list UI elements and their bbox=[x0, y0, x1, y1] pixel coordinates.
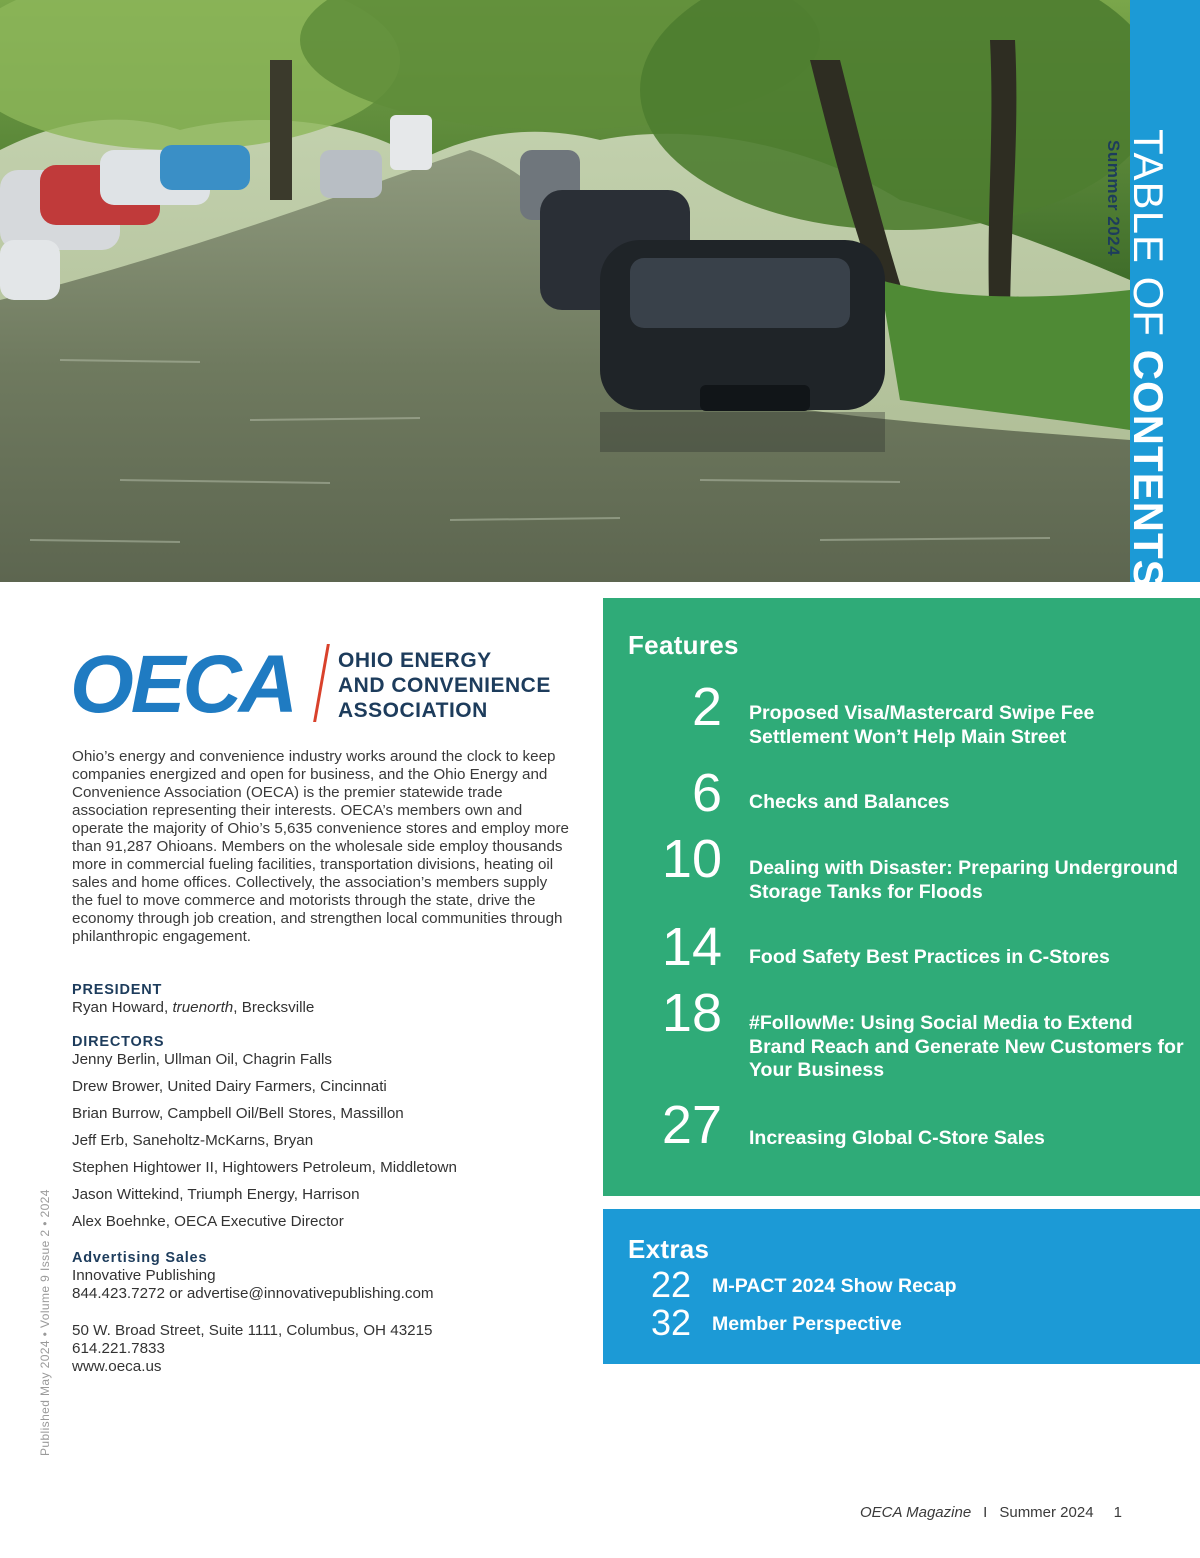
extras-panel bbox=[603, 1209, 1200, 1364]
address-block bbox=[72, 1322, 572, 1376]
feature-title: Food Safety Best Practices in C-Stores bbox=[749, 946, 1110, 968]
street-address: 50 W. Broad Street, Suite 1111, Columbus, OH 43215 bbox=[72, 1322, 433, 1339]
director-item: Drew Brower, United Dairy Farmers, Cincinnati bbox=[72, 1078, 387, 1095]
advertising-contact[interactable]: 844.423.7272 or advertise@innovativepublishing.com bbox=[72, 1285, 434, 1302]
flooded-street-photo bbox=[0, 0, 1130, 582]
phone-number: 614.221.7833 bbox=[72, 1340, 165, 1357]
director-item: Alex Boehnke, OECA Executive Director bbox=[72, 1213, 344, 1230]
feature-page-number: 27 bbox=[661, 1095, 722, 1155]
cover-photo bbox=[0, 0, 1130, 582]
feature-page-number: 6 bbox=[691, 763, 722, 823]
feature-title: #FollowMe: Using Social Media to Extend Brand Reach and Generate New Customers for Your Business bbox=[749, 1012, 1184, 1081]
feature-title: Proposed Visa/Mastercard Swipe Fee Settlement Won’t Help Main Street bbox=[749, 702, 1095, 748]
feature-page-number: 2 bbox=[691, 677, 722, 737]
president-name: Ryan Howard, truenorth, Brecksville bbox=[72, 999, 315, 1016]
president-block bbox=[72, 981, 572, 1017]
extra-item[interactable] bbox=[603, 1302, 1200, 1345]
page-number: 1 bbox=[1113, 1504, 1122, 1521]
directors-label: DIRECTORS bbox=[72, 1034, 165, 1050]
extra-item[interactable] bbox=[603, 1264, 1200, 1307]
extra-title: M-PACT 2024 Show Recap bbox=[712, 1275, 957, 1297]
director-item: Jeff Erb, Saneholtz-McKarns, Bryan bbox=[72, 1132, 314, 1149]
table-of-contents-title: TABLE OF CONTENTS bbox=[1125, 129, 1172, 589]
footer-separator: I bbox=[983, 1504, 988, 1521]
logo-association-name: OHIO ENERGY AND CONVENIENCE ASSOCIATION bbox=[338, 649, 551, 722]
footer-magazine: OECA Magazine bbox=[860, 1504, 972, 1521]
advertising-label: Advertising Sales bbox=[72, 1250, 208, 1266]
features-heading: Features bbox=[628, 630, 739, 660]
directors-block bbox=[72, 1034, 572, 1240]
director-item: Jenny Berlin, Ullman Oil, Chagrin Falls bbox=[72, 1051, 332, 1068]
president-label: PRESIDENT bbox=[72, 982, 163, 998]
feature-title: Dealing with Disaster: Preparing Underground Storage Tanks for Floods bbox=[749, 857, 1179, 903]
issue-label: Summer 2024 bbox=[1104, 140, 1123, 257]
feature-title: Increasing Global C-Store Sales bbox=[749, 1127, 1045, 1149]
director-item: Stephen Hightower II, Hightowers Petroleum, Middletown bbox=[72, 1159, 457, 1176]
extras-heading: Extras bbox=[628, 1234, 710, 1264]
extra-title: Member Perspective bbox=[712, 1313, 902, 1335]
footer-issue: Summer 2024 bbox=[999, 1504, 1094, 1521]
feature-page-number: 10 bbox=[661, 829, 722, 889]
website-link[interactable]: www.oeca.us bbox=[72, 1358, 162, 1375]
director-item: Brian Burrow, Campbell Oil/Bell Stores, Massillon bbox=[72, 1105, 404, 1122]
extra-page-number: 22 bbox=[651, 1264, 692, 1305]
feature-page-number: 14 bbox=[661, 917, 722, 977]
oeca-logo bbox=[70, 639, 570, 730]
feature-page-number: 18 bbox=[661, 983, 722, 1043]
feature-title: Checks and Balances bbox=[749, 791, 950, 813]
director-item: Jason Wittekind, Triumph Energy, Harrison bbox=[72, 1186, 360, 1203]
extra-page-number: 32 bbox=[651, 1302, 692, 1343]
features-panel bbox=[603, 598, 1200, 1196]
logo-divider bbox=[313, 644, 330, 722]
page-footer bbox=[860, 1504, 1180, 1521]
advertising-company: Innovative Publishing bbox=[72, 1267, 216, 1284]
association-description: Ohio’s energy and convenience industry works around the clock to keep companies energized and open for business, and the Ohio Energy and Convenience Association (OECA) is the premier statewide trade association representing their interests. OECA’s members own and operate the majority of Ohio’s 5,635 convenience stores and employ more than 91,287 Ohioans. Members on the wholesale side employ thousands more in commercial fueling facilities, transportation divisions, heating oil sales and home offices. Collectively, the association’s members supply the fuel to move commerce and motorists through the state, drive the economy through job creation, and strengthen local communities through philanthropic engagement. bbox=[72, 748, 569, 945]
logo-wordmark: OECA bbox=[70, 639, 295, 730]
advertising-block bbox=[72, 1249, 572, 1303]
publication-info: Published May 2024 • Volume 9 Issue 2 • 2024 bbox=[38, 1189, 52, 1456]
